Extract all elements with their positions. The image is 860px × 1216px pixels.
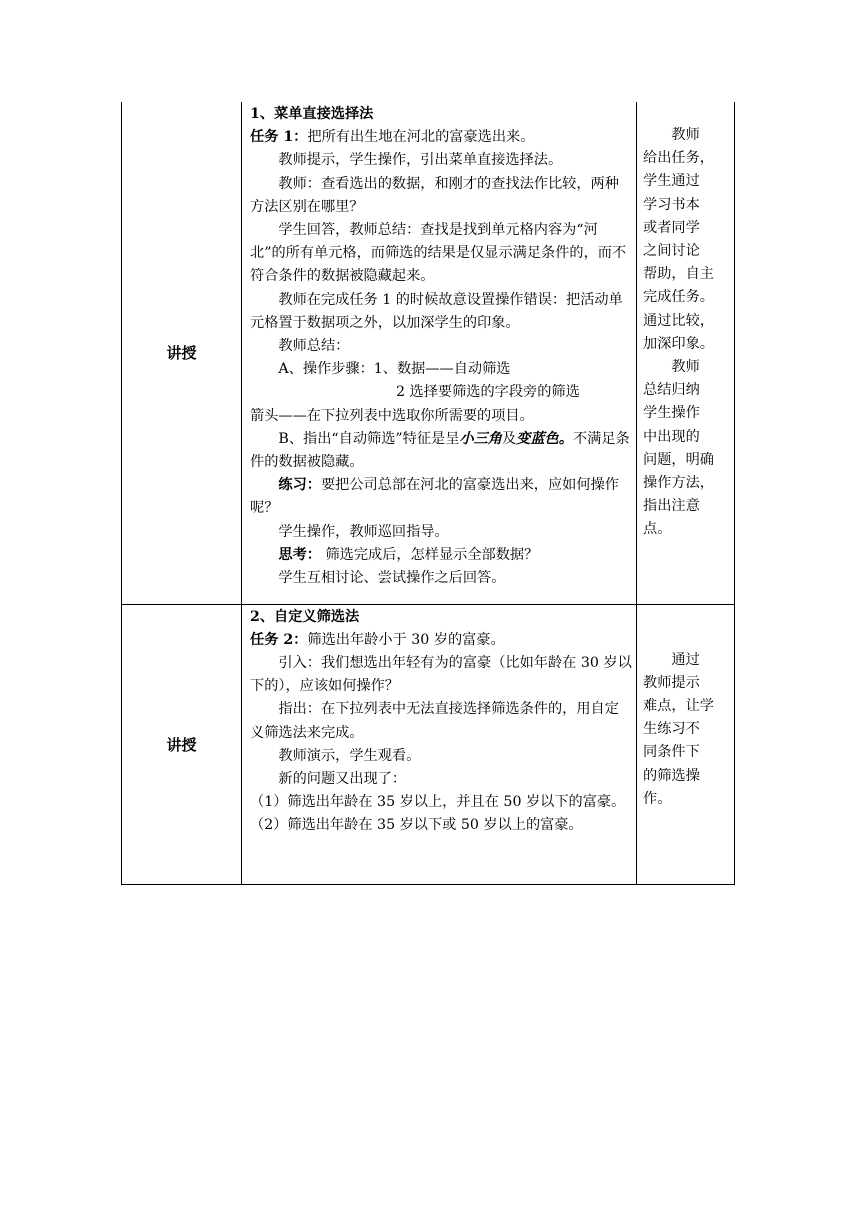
think-line (250, 544, 632, 567)
notes-line: 点。 (643, 521, 672, 538)
paragraph: 引入：我们想选出年轻有为的富豪（比如年龄在 30 岁以下的），应该如何操作？ (250, 654, 632, 695)
notes-line: 教师提示 (643, 674, 700, 691)
task-text: 把所有出生地在河北的富豪选出来。 (307, 129, 535, 146)
paragraph: 教师演示，学生观看。 (278, 747, 421, 764)
paragraph: （1）筛选出年龄在 35 岁以上，并且在 50 岁以下的富豪。 (250, 794, 626, 811)
think-text: 筛选完成后，怎样显示全部数据？ (320, 546, 539, 563)
content-cell (242, 604, 637, 884)
feature-line (250, 428, 632, 474)
paragraph: A、操作步骤：1、数据——自动筛选 (278, 361, 511, 378)
paragraph: 教师总结： (278, 338, 350, 355)
section-heading: 2、自定义筛选法 (250, 608, 360, 625)
practice-text: 要把公司总部在河北的富豪选出来，应如何操作呢？ (250, 477, 619, 517)
paragraph: 学生互相讨论、尝试操作之后回答。 (278, 570, 506, 587)
notes-cell (637, 604, 735, 884)
notes-line: 中出现的 (643, 428, 700, 445)
notes-line: 学习书本 (643, 196, 700, 213)
notes-line: 帮助，自主 (643, 266, 714, 283)
paragraph: 学生回答，教师总结：查找是找到单元格内容为“河北”的所有单元格，而筛选的结果是仅显示满足条件的，而不符合条件的数据被隐藏起来。 (250, 222, 627, 285)
paragraph: 教师：查看选出的数据，和刚才的查找法作比较，两种方法区别在哪里？ (250, 175, 619, 215)
notes-line: 的筛选操 (643, 767, 700, 784)
practice-label: 练习： (278, 477, 321, 494)
practice-line (250, 474, 632, 520)
task-text: 筛选出年龄小于 30 岁的富豪。 (307, 631, 505, 648)
notes-line: 通过 (671, 651, 700, 668)
notes-line: 总结归纳 (643, 382, 700, 399)
notes-cell (637, 102, 735, 604)
paragraph: 指出：在下拉列表中无法直接选择筛选条件的，用自定义筛选法来完成。 (250, 701, 619, 741)
section-heading: 1、菜单直接选择法 (250, 106, 374, 122)
task-label: 任务 1： (250, 129, 308, 146)
notes-line: 加深印象。 (643, 335, 714, 352)
notes-line: 问题，明确 (643, 451, 714, 468)
paragraph: 新的问题又出现了： (278, 770, 407, 787)
emphasis-text: 变蓝色。 (516, 430, 573, 447)
text-span: B、指出“自动筛选”特征是呈 (278, 430, 460, 447)
notes-line: 难点，让学 (643, 697, 714, 714)
task-label: 任务 2： (250, 631, 308, 648)
content-cell (242, 102, 637, 604)
notes-line: 完成任务。 (643, 289, 714, 306)
notes-line: 作。 (643, 790, 672, 807)
table-row (122, 604, 735, 884)
paragraph: 教师提示，学生操作，引出菜单直接选择法。 (278, 152, 563, 169)
think-label: 思考： (278, 546, 321, 563)
stage-label: 讲授 (166, 735, 197, 754)
text-span: 不满足条件的数据被隐藏。 (250, 430, 630, 471)
notes-line: 学生通过 (643, 173, 700, 190)
task-line (250, 126, 632, 149)
stage-label: 讲授 (166, 344, 197, 363)
notes-line: 学生操作 (643, 405, 700, 422)
lesson-plan-table (121, 102, 735, 885)
notes-line: 指出注意 (643, 498, 700, 515)
notes-line: 通过比较， (643, 312, 714, 329)
notes-line: 给出任务， (643, 150, 714, 167)
stage-cell (122, 604, 242, 884)
text-span: 及 (501, 430, 517, 447)
paragraph: （2）筛选出年龄在 35 岁以下或 50 岁以上的富豪。 (250, 817, 583, 834)
emphasis-text: 小三角 (459, 430, 502, 447)
table-row (122, 102, 735, 604)
paragraph: 教师在完成任务 1 的时候故意设置操作错误：把活动单元格置于数据项之外，以加深学生的印象。 (250, 291, 623, 331)
stage-cell (122, 102, 242, 604)
paragraph: 箭头——在下拉列表中选取你所需要的项目。 (250, 407, 534, 424)
notes-line: 操作方法， (643, 475, 714, 492)
paragraph: 2 选择要筛选的字段旁的筛选 (396, 384, 580, 401)
notes-line: 或者同学 (643, 219, 700, 236)
notes-line: 同条件下 (643, 744, 700, 761)
paragraph: 学生操作，教师巡回指导。 (278, 523, 449, 540)
notes-line: 生练习不 (643, 721, 700, 738)
notes-line: 教师 (671, 359, 700, 376)
notes-line: 教师 (671, 127, 700, 143)
notes-line: 之间讨论 (643, 243, 700, 260)
task-line (250, 629, 632, 652)
